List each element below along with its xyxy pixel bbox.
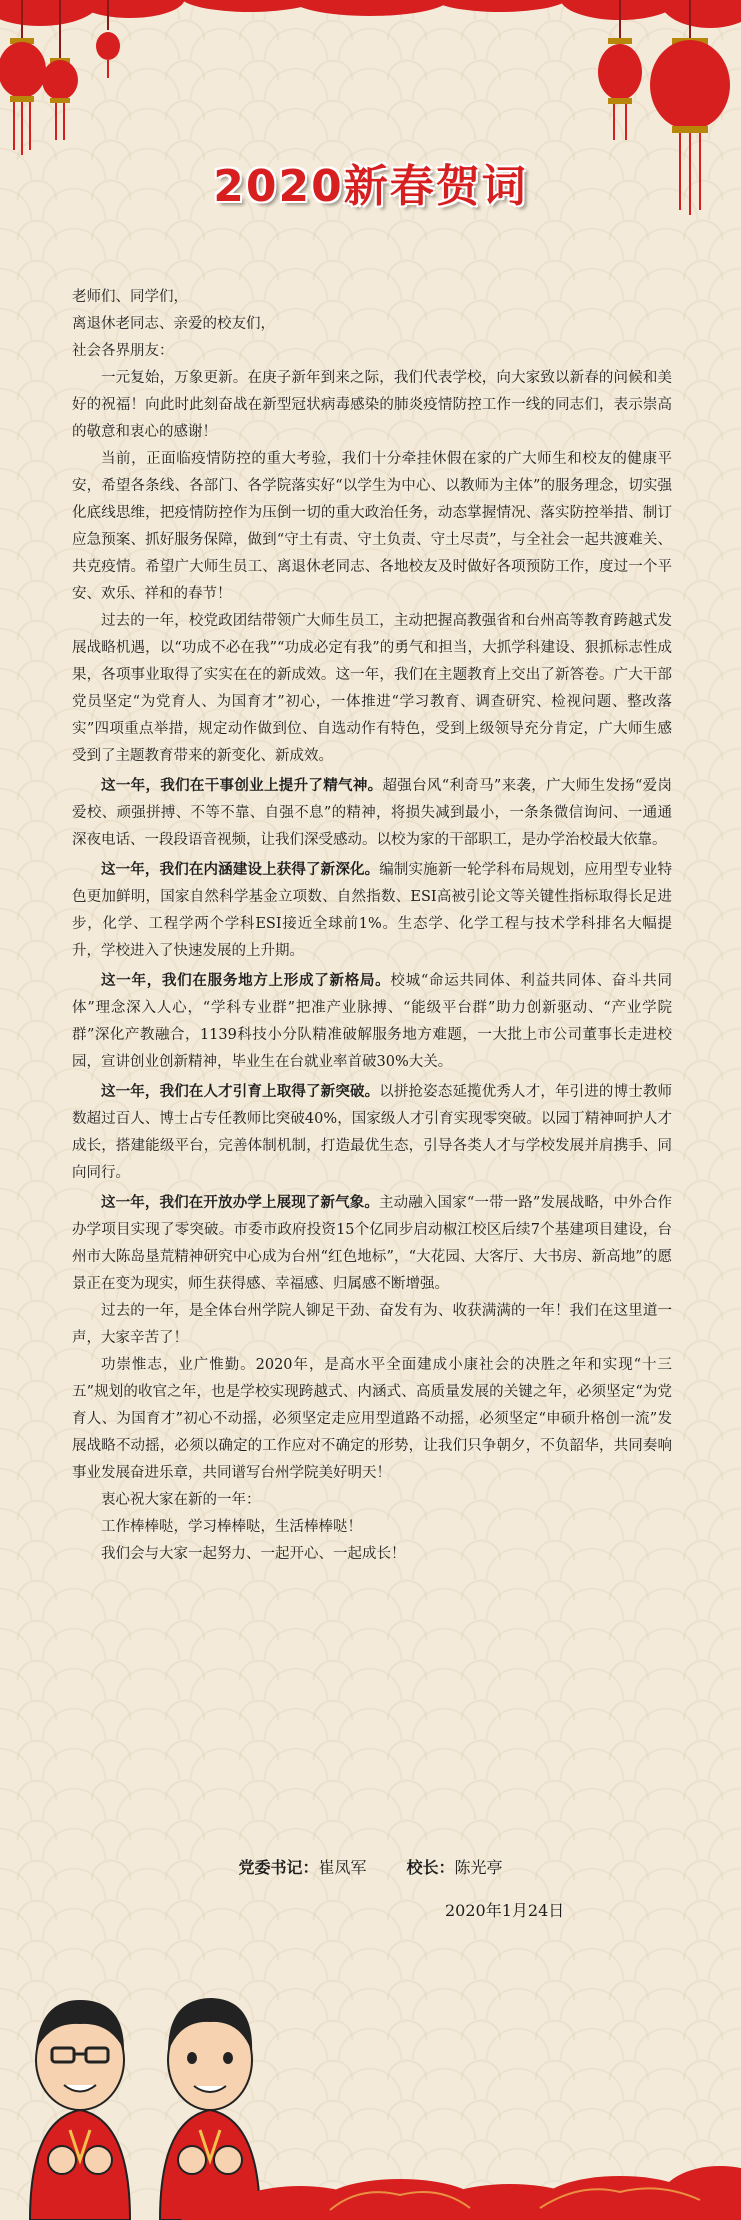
lantern-icon — [598, 0, 642, 140]
paragraph — [72, 967, 672, 1076]
salutation-line: 老师们、同学们， — [72, 289, 188, 305]
salutation-line: 离退休老同志、亲爱的校友们， — [72, 316, 275, 332]
red-cloud-border — [0, 0, 741, 28]
closing-line: 工作棒棒哒，学习棒棒哒，生活棒棒哒！ — [101, 1519, 362, 1535]
red-cloud-border — [180, 2166, 741, 2220]
paragraph — [72, 856, 672, 965]
paragraph-body: 校城“命运共同体、利益共同体、奋斗共同体”理念深入人心，“学科专业群”把准产业脉搏、“能级平台群”助力创新驱动、“产业学院群”深化产教融合，1139科技小分队精准破解服务地方难题，一大批上市公司董事长走进校园，宣讲创业创新精神，毕业生在台就业率首破30%大关。 — [72, 973, 672, 1070]
secretary-label: 党委书记： — [238, 1858, 319, 1877]
paragraph: 过去的一年，是全体台州学院人铆足干劲、奋发有为、收获满满的一年！我们在这里道一声，大家辛苦了！ — [72, 1303, 672, 1346]
paragraph-lead: 这一年，我们在服务地方上形成了新格局。 — [101, 972, 391, 989]
paragraph-lead: 这一年，我们在干事创业上提升了精气神。 — [101, 777, 383, 794]
cartoon-figure-icon — [30, 2000, 130, 2220]
greeting-letter — [72, 284, 672, 1568]
page-title: 2020新春贺词 — [213, 161, 528, 212]
salutation-line: 社会各界朋友： — [72, 343, 174, 359]
paragraph: 功崇惟志，业广惟勤。2020年，是高水平全面建成小康社会的决胜之年和实现“十三五”规划的收官之年，也是学校实现跨越式、内涵式、高质量发展的关键之年，必须坚定“为党育人、为国育才”初心不动摇，必须坚定走应用型道路不动摇，必须坚定“申硕升格创一流”发展战略不动摇，必须以确定的工作应对不确定的形势，让我们只争朝夕，不负韶华，共同奏响事业发展奋进乐章，共同谱写台州学院美好明天！ — [72, 1357, 672, 1481]
secretary-name: 崔凤军 — [318, 1858, 367, 1877]
closing-line: 我们会与大家一起努力、一起开心、一起成长！ — [101, 1546, 406, 1562]
paragraph-body: 超强台风“利奇马”来袭，广大师生发扬“爱岗爱校、顽强拼搏、不等不靠、自强不息”的精神，将损失减到最小，一条条微信询问、一通通深夜电话、一段段语音视频，让我们深受感动。以校为家的干部职工，是办学治校最大依靠。 — [72, 778, 672, 848]
paragraph: 当前，正面临疫情防控的重大考验，我们十分牵挂休假在家的广大师生和校友的健康平安，希望各条线、各部门、各学院落实好“以学生为中心、以教师为主体”的服务理念，切实强化底线思维，把疫情防控作为压倒一切的重大政治任务，动态掌握情况、落实防控举措、制订应急预案、抓好服务保障，做到“守土有责、守土负责、守土尽责”，与全社会一起共渡难关、共克疫情。希望广大师生员工、离退休老同志、各地校友及时做好各项预防工作，度过一个平安、欢乐、祥和的春节！ — [72, 451, 672, 602]
letter-date: 2020年1月24日 — [445, 1901, 565, 1920]
bottom-decoration — [0, 1960, 741, 2220]
paragraph-lead: 这一年，我们在开放办学上展现了新气象。 — [101, 1194, 380, 1211]
paragraph — [72, 1078, 672, 1187]
president-label: 校长： — [406, 1858, 455, 1877]
paragraph-lead: 这一年，我们在内涵建设上获得了新深化。 — [101, 861, 380, 878]
cartoon-figure-icon — [160, 1998, 260, 2220]
paragraph: 过去的一年，校党政团结带领广大师生员工，主动把握高教强省和台州高等教育跨越式发展战略机遇，以“功成不必在我”“功成必定有我”的勇气和担当，大抓学科建设、狠抓标志性成果，各项事业取得了实实在在的新成效。这一年，我们在主题教育上交出了新答卷。广大干部党员坚定“为党育人、为国育才”初心，一体推进“学习教育、调查研究、检视问题、整改落实”四项重点举措，规定动作做到位、自选动作有特色，受到上级领导充分肯定，广大师生感受到了主题教育带来的新变化、新成效。 — [72, 613, 672, 764]
closing-line: 衷心祝大家在新的一年： — [101, 1492, 261, 1508]
paragraph-body: 编制实施新一轮学科布局规划，应用型专业特色更加鲜明，国家自然科学基金立项数、自然指数、ESI高被引论文等关键性指标取得长足进步，化学、工程学两个学科ESI接近全球前1%。生态学、化学工程与技术学科排名大幅提升，学校进入了快速发展的上升期。 — [72, 862, 672, 959]
paragraph-body: 主动融入国家“一带一路”发展战略，中外合作办学项目实现了零突破。市委市政府投资15个亿同步启动椒江校区后续7个基建项目建设，台州市大陈岛垦荒精神研究中心成为台州“红色地标”，“大花园、大客厅、大书房、新高地”的愿景正在变为现实，师生获得感、幸福感、归属感不断增强。 — [72, 1195, 673, 1292]
paragraph-lead: 这一年，我们在人才引育上取得了新突破。 — [101, 1083, 380, 1100]
paragraph: 一元复始，万象更新。在庚子新年到来之际，我们代表学校，向大家致以新春的问候和美好的祝福！向此时此刻奋战在新型冠状病毒感染的肺炎疫情防控工作一线的同志们，表示崇高的敬意和衷心的感谢！ — [72, 370, 672, 440]
paragraph — [72, 1189, 672, 1298]
president-name: 陈光亭 — [454, 1858, 503, 1877]
paragraph — [72, 772, 672, 854]
signature-line — [0, 1855, 741, 1878]
paragraph-body: 以拼抢姿态延揽优秀人才，年引进的博士教师数超过百人、博士占专任教师比突破40%，国家级人才引育实现零突破。以园丁精神呵护人才成长，搭建能级平台，完善体制机制，打造最优生态，引导各类人才与学校发展并肩携手、同向同行。 — [72, 1084, 672, 1181]
